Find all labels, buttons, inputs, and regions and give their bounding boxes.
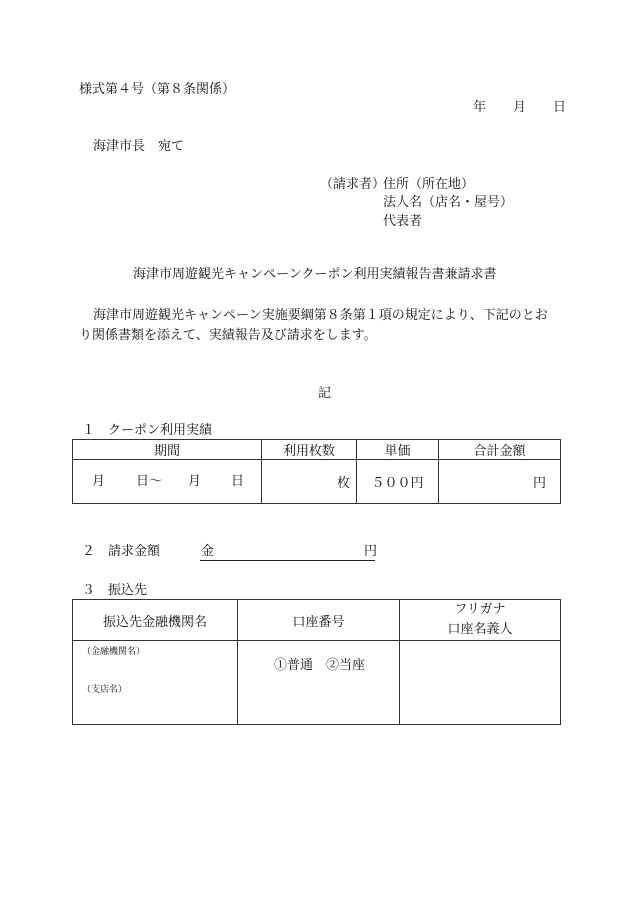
kin-label: 金: [201, 544, 215, 559]
section3-heading: ３ 振込先: [82, 583, 148, 598]
unit-price-cell: [357, 460, 439, 504]
claimant-representative-label: 代表者: [383, 214, 423, 229]
branch-name-label: （支店名）: [82, 685, 128, 695]
yen-label: 円: [364, 544, 378, 559]
count-unit: 枚: [336, 476, 350, 491]
bank-cell[interactable]: [73, 641, 238, 725]
header-holder-cell: [400, 600, 561, 641]
header-period: 期間: [73, 440, 262, 460]
claimant-corp-name-label: 法人名（店名・屋号）: [383, 195, 514, 210]
count-cell[interactable]: [262, 460, 357, 504]
total-unit: 円: [532, 476, 546, 491]
body-text-line2: り関係書類を添えて、実績報告及び請求をします。: [79, 328, 377, 343]
account-cell[interactable]: [238, 641, 400, 725]
body-text-line1: 海津市周遊観光キャンペーン実施要綱第８条第１項の規定により、下記のとお: [93, 308, 548, 323]
claimant-label: （請求者）: [320, 177, 386, 192]
unit-price-value: ５００円: [371, 476, 424, 491]
period-month1: 月: [92, 474, 106, 489]
addressee: 海津市長 宛て: [93, 139, 185, 154]
header-bank: 振込先金融機関名: [73, 600, 238, 641]
header-holder: 口座名義人: [447, 622, 513, 637]
document-title: 海津市周遊観光キャンペーンクーポン利用実績報告書兼請求書: [133, 267, 497, 282]
total-cell[interactable]: [439, 460, 561, 504]
form-number: 様式第４号（第８条関係）: [79, 82, 236, 97]
transfer-destination-table: [72, 599, 561, 725]
period-day2: 日: [231, 474, 245, 489]
period-month2: 月: [188, 474, 202, 489]
header-total: 合計金額: [439, 440, 561, 460]
claimant-address-label: 住所（所在地）: [383, 177, 475, 192]
header-count: 利用枚数: [262, 440, 357, 460]
ki-heading: 記: [318, 386, 332, 401]
date-year-label: 年: [473, 100, 487, 115]
header-furigana: フリガナ: [454, 602, 506, 617]
header-unit-price: 単価: [357, 440, 439, 460]
holder-cell[interactable]: [400, 641, 561, 725]
section1-heading: １ クーポン利用実績: [82, 423, 213, 438]
account-types: ①普通 ②当座: [274, 658, 366, 673]
claim-amount-field[interactable]: [200, 544, 378, 561]
date-day-label: 日: [553, 100, 567, 115]
period-cell[interactable]: [73, 460, 262, 504]
header-account: 口座番号: [238, 600, 400, 641]
date-month-label: 月: [513, 100, 527, 115]
bank-name-label: （金融機関名）: [82, 647, 146, 657]
coupon-usage-table: [72, 439, 561, 504]
period-day1: 日～: [136, 474, 163, 489]
section2-heading: ２ 請求金額: [82, 544, 161, 559]
